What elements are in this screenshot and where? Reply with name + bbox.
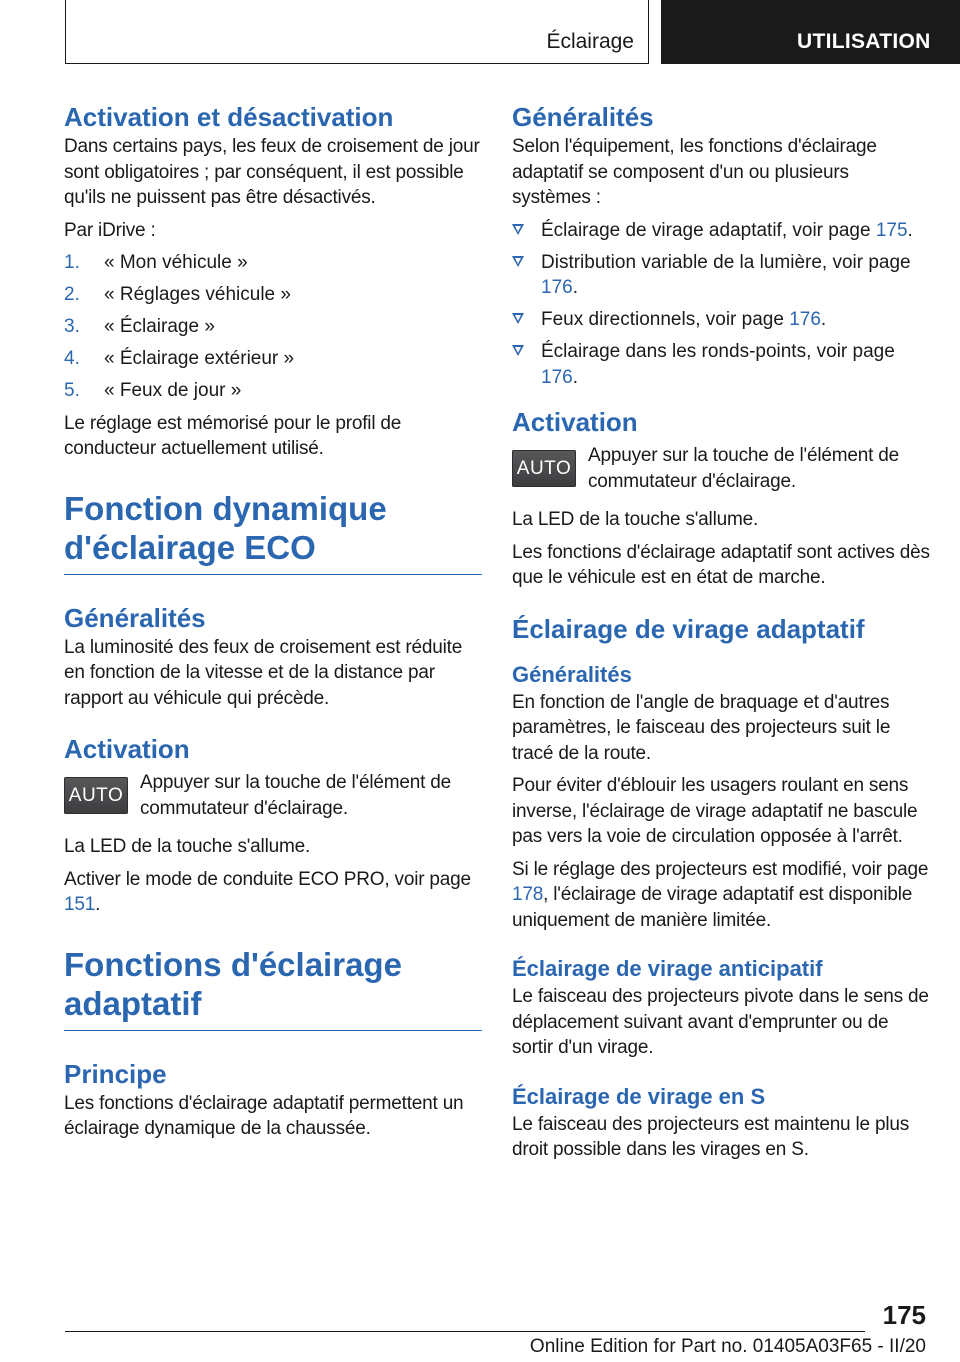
curve-adjust-prefix: Si le réglage des projecteurs est modifié, voir page: [512, 858, 929, 880]
led-text: La LED de la touche s'allume.: [512, 509, 759, 530]
memo-text: Le réglage est mémorisé pour le profil de conducteur actuellement utilisé.: [64, 412, 402, 459]
step-text: « Mon véhicule »: [104, 252, 248, 273]
triangle-bullet-icon: [512, 313, 524, 324]
step-number: 4.: [64, 348, 80, 369]
page-link[interactable]: 175: [875, 219, 908, 241]
general-heading: Généralités: [512, 102, 654, 132]
principle-heading: Principe: [64, 1058, 167, 1089]
anticipatory-text: Le faisceau des projecteurs pivote dans le sens de déplacement suivant avant d'emprunter ou de sortir d'un virage.: [512, 986, 929, 1058]
list-item: Distribution variable de la lumière, voir page 176.: [512, 250, 932, 301]
list-item: Éclairage de virage adaptatif, voir page 175.: [512, 218, 932, 244]
eco-function-heading: Fonction dynamique d'éclairage ECO: [64, 489, 387, 566]
adaptive-heading-block: [64, 945, 482, 1031]
activation-heading: Activation: [512, 407, 638, 437]
adaptive-functions-heading: Fonctions d'éclairage adaptatif: [64, 945, 402, 1022]
anticipatory-heading: Éclairage de virage anticipatif: [512, 956, 823, 981]
step-text: « Éclairage extérieur »: [104, 348, 295, 369]
s-curve-heading: Éclairage de virage en S: [512, 1083, 766, 1109]
footer-edition: Online Edition for Part no. 01405A03F65 - II/20: [529, 1336, 926, 1357]
header-section-box: [65, 0, 649, 64]
activation-intro-text: Dans certains pays, les feux de croisement de jour sont obligatoires ; par conséquent, il est possible qu'ils ne puissent pas être désactivés.: [64, 136, 480, 208]
eco-general-text: La luminosité des feux de croisement est réduite en fonction de la vitesse et de la distance par rapport au véhicule qui précède.: [64, 636, 463, 709]
step-number: 2.: [64, 284, 80, 305]
eco-mode-text: Activer le mode de conduite ECO PRO, voir page 151.: [64, 868, 471, 915]
list-item: [64, 282, 482, 308]
curve-glare-text: Pour éviter d'éblouir les usagers roulant en sens inverse, l'éclairage de virage adaptatif ne bascule pas vers la voie de circulation opposée à l'arrêt.: [512, 775, 918, 847]
step-text: « Éclairage »: [104, 316, 215, 337]
active-text: Les fonctions d'éclairage adaptatif sont actives dès que le véhicule est en état de marche.: [512, 541, 930, 588]
idrive-steps-list: [64, 250, 482, 404]
page-number: 175: [882, 1300, 926, 1330]
auto-button-icon: AUTO: [512, 450, 576, 487]
page-link[interactable]: 176: [789, 309, 821, 330]
step-text: « Feux de jour »: [104, 380, 242, 401]
system-text: Distribution variable de la lumière, voir page: [541, 251, 911, 273]
system-text: Feux directionnels, voir page: [541, 309, 790, 330]
eco-heading-block: [64, 489, 482, 575]
step-number: 5.: [64, 380, 80, 401]
left-column: [64, 100, 482, 1149]
page-link[interactable]: 176: [541, 277, 573, 298]
eco-mode-prefix: Activer le mode de conduite ECO PRO, voir page: [64, 868, 471, 890]
list-item: Éclairage dans les ronds-points, voir page 176.: [512, 339, 932, 390]
systems-list: [512, 218, 932, 391]
system-text: Éclairage dans les ronds-points, voir page: [541, 341, 895, 362]
s-curve-text: Le faisceau des projecteurs est maintenu le plus droit possible dans les virages en S.: [512, 1113, 910, 1160]
triangle-bullet-icon: [512, 345, 524, 356]
curve-adjust-text: [512, 857, 932, 934]
eco-activation-text: Appuyer sur la touche de l'élément de commutateur d'éclairage.: [140, 772, 451, 819]
footer-divider: [65, 1331, 865, 1332]
eco-general-heading: Généralités: [64, 602, 206, 633]
system-text: Éclairage de virage adaptatif, voir page: [541, 219, 876, 241]
curve-general-heading: Généralités: [512, 661, 632, 687]
curve-light-heading: Éclairage de virage adaptatif: [512, 613, 865, 644]
list-item: Feux directionnels, voir page 176.: [512, 307, 932, 333]
step-number: 1.: [64, 252, 80, 273]
header-section-title: Éclairage: [546, 30, 634, 53]
page-link[interactable]: 176: [541, 366, 573, 388]
triangle-bullet-icon: [512, 256, 524, 267]
list-item: [64, 378, 482, 404]
list-item: [64, 346, 482, 372]
step-number: 3.: [64, 316, 80, 337]
list-item: [64, 250, 482, 276]
list-item: [64, 314, 482, 340]
activation-text: Appuyer sur la touche de l'élément de commutateur d'éclairage.: [588, 445, 899, 492]
header-chapter-tab: UTILISATION: [661, 0, 960, 64]
triangle-bullet-icon: [512, 224, 524, 235]
page-link-151[interactable]: 151: [64, 894, 96, 915]
auto-row: [512, 443, 932, 494]
auto-button-icon: AUTO: [64, 777, 128, 814]
curve-adjust-suffix: , l'éclairage de virage adaptatif est disponible uniquement de manière limitée.: [512, 884, 913, 931]
eco-auto-row: [64, 770, 482, 821]
step-text: « Réglages véhicule »: [104, 284, 291, 305]
activation-deactivation-heading: Activation et désactivation: [64, 102, 394, 132]
principle-text: Les fonctions d'éclairage adaptatif permettent un éclairage dynamique de la chaussée.: [64, 1092, 464, 1139]
right-column: [512, 100, 932, 1170]
idrive-label: Par iDrive :: [64, 219, 156, 241]
general-text: Selon l'équipement, les fonctions d'éclairage adaptatif se composent d'un ou plusieurs systèmes :: [512, 136, 877, 208]
page-link-178[interactable]: 178: [512, 884, 544, 905]
eco-led-text: La LED de la touche s'allume.: [64, 836, 311, 857]
curve-general-text: En fonction de l'angle de braquage et d'autres paramètres, le faisceau des projecteurs suit le tracé de la route.: [512, 691, 891, 764]
eco-activation-heading: Activation: [64, 734, 190, 764]
